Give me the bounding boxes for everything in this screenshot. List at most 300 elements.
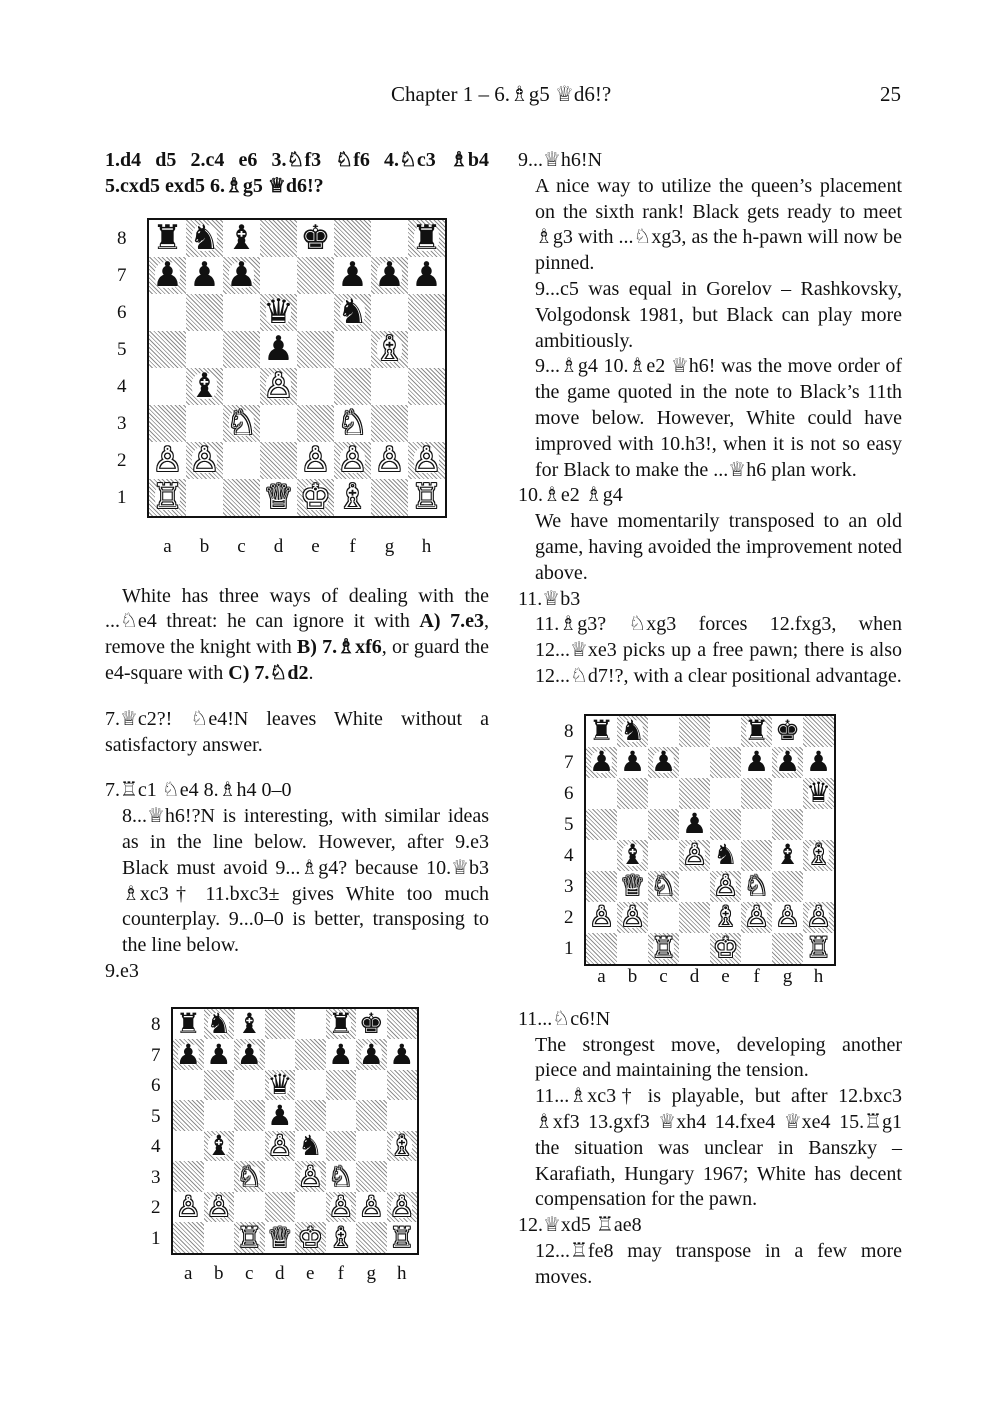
square-e8 <box>295 1009 326 1040</box>
square-b4 <box>186 368 223 405</box>
piece-black-p-icon: ♟ <box>236 1039 262 1070</box>
piece-black-b-icon: ♝ <box>189 367 220 405</box>
rank-label: 5 <box>151 1105 161 1127</box>
square-f1 <box>741 933 772 964</box>
square-d3 <box>679 871 710 902</box>
file-label: d <box>273 535 284 557</box>
piece-white-n-icon: ♘ <box>226 404 257 442</box>
square-h6 <box>408 294 445 331</box>
rank-label: 4 <box>564 845 574 867</box>
chess-board <box>147 218 447 518</box>
square-a8 <box>149 220 186 257</box>
piece-black-r-icon: ♜ <box>152 219 183 257</box>
piece-white-b-icon: ♗ <box>805 839 832 871</box>
square-e3 <box>710 871 741 902</box>
square-b8 <box>617 716 648 747</box>
square-e7 <box>710 747 741 778</box>
piece-black-p-icon: ♟ <box>774 746 801 778</box>
piece-black-p-icon: ♟ <box>226 256 257 294</box>
square-d7 <box>265 1039 296 1070</box>
piece-black-q-icon: ♛ <box>805 777 832 809</box>
chess-board <box>171 1007 419 1255</box>
file-label: f <box>337 1262 344 1284</box>
square-c4 <box>648 840 679 871</box>
square-a8 <box>173 1009 204 1040</box>
piece-white-r-icon: ♖ <box>411 478 442 516</box>
square-f1 <box>326 1222 357 1253</box>
square-a1 <box>173 1222 204 1253</box>
piece-black-p-icon: ♟ <box>411 256 442 294</box>
file-label: e <box>721 965 730 987</box>
square-d8 <box>265 1009 296 1040</box>
square-h4 <box>803 840 834 871</box>
piece-black-p-icon: ♟ <box>358 1039 384 1070</box>
piece-black-n-icon: ♞ <box>619 715 646 747</box>
note-12-rfe8: 12...♖fe8 may transpose in a few more moves. <box>535 1239 902 1288</box>
square-a3 <box>173 1161 204 1192</box>
square-g6 <box>371 294 408 331</box>
square-d5 <box>679 809 710 840</box>
square-h8 <box>387 1009 418 1040</box>
square-a3 <box>586 871 617 902</box>
piece-black-p-icon: ♟ <box>206 1039 232 1070</box>
square-d6 <box>265 1070 296 1101</box>
piece-white-p-icon: ♙ <box>712 870 739 902</box>
file-label: a <box>163 535 172 557</box>
square-e3 <box>295 1161 326 1192</box>
piece-black-k-icon: ♚ <box>300 219 331 257</box>
square-f5 <box>326 1100 357 1131</box>
running-header <box>0 80 1000 110</box>
file-label: d <box>689 965 700 987</box>
square-b5 <box>204 1100 235 1131</box>
square-c1 <box>223 479 260 516</box>
square-h3 <box>803 871 834 902</box>
square-d1 <box>265 1222 296 1253</box>
piece-white-r-icon: ♖ <box>389 1222 415 1253</box>
square-g1 <box>772 933 803 964</box>
piece-white-p-icon: ♙ <box>681 839 708 871</box>
square-c2 <box>223 442 260 479</box>
square-b4 <box>617 840 648 871</box>
square-e7 <box>297 257 334 294</box>
piece-white-n-icon: ♘ <box>236 1161 262 1192</box>
square-d2 <box>260 442 297 479</box>
rank-label: 4 <box>151 1136 161 1157</box>
square-g6 <box>356 1070 387 1101</box>
move-11-nc6: 11...♘c6!N <box>518 1007 611 1030</box>
square-e6 <box>710 778 741 809</box>
piece-white-b-icon: ♗ <box>374 330 405 368</box>
square-f7 <box>741 747 772 778</box>
file-label: a <box>597 965 606 987</box>
square-a7 <box>586 747 617 778</box>
square-e2 <box>295 1192 326 1223</box>
square-g2 <box>356 1192 387 1223</box>
piece-white-b-icon: ♗ <box>328 1222 354 1253</box>
square-d4 <box>679 840 710 871</box>
square-c6 <box>648 778 679 809</box>
rank-label: 6 <box>117 302 127 324</box>
piece-white-r-icon: ♖ <box>805 932 832 964</box>
piece-white-n-icon: ♘ <box>337 404 368 442</box>
square-b3 <box>617 871 648 902</box>
piece-white-k-icon: ♔ <box>300 478 331 516</box>
opening-moves-line-1: 1.d4 d5 2.c4 e6 3.♘f3 ♘f6 4.♘c3 ♗b4 <box>105 149 489 171</box>
square-h7 <box>408 257 445 294</box>
piece-black-p-icon: ♟ <box>681 808 708 840</box>
square-f8 <box>326 1009 357 1040</box>
piece-black-p-icon: ♟ <box>374 256 405 294</box>
square-e1 <box>710 933 741 964</box>
square-g6 <box>772 778 803 809</box>
piece-black-b-icon: ♝ <box>236 1008 262 1040</box>
square-g7 <box>371 257 408 294</box>
square-b5 <box>186 331 223 368</box>
square-b6 <box>617 778 648 809</box>
rank-label: 1 <box>151 1227 161 1249</box>
rank-label: 8 <box>564 721 574 743</box>
square-g1 <box>371 479 408 516</box>
rank-label: 3 <box>117 413 127 435</box>
piece-white-p-icon: ♙ <box>411 441 442 479</box>
rank-label: 5 <box>564 814 574 836</box>
chess-diagram-1 <box>105 218 489 566</box>
square-g5 <box>772 809 803 840</box>
square-g8 <box>356 1009 387 1040</box>
file-label: c <box>237 535 246 557</box>
square-a1 <box>586 933 617 964</box>
piece-black-r-icon: ♜ <box>588 715 615 747</box>
piece-white-r-icon: ♖ <box>152 478 183 516</box>
right-column <box>518 148 902 1291</box>
square-e1 <box>295 1222 326 1253</box>
piece-black-n-icon: ♞ <box>337 293 368 331</box>
note-11-bxc3: 11...♗xc3† is playable, but after 12.bxc3 ♗xf3 13.gxf3 ♕xh4 14.fxe4 ♕xe4 15.♖g1 the situation was unclear in Banszky – Karafiath, Hungary 1967; White has decent compensation for the pawn. <box>535 1085 902 1211</box>
opening-moves-line-2: 5.cxd5 exd5 6.♗g5 ♕d6!? <box>105 174 324 197</box>
piece-white-p-icon: ♙ <box>297 1161 323 1192</box>
square-f6 <box>741 778 772 809</box>
square-e8 <box>297 220 334 257</box>
square-c2 <box>648 902 679 933</box>
square-a4 <box>586 840 617 871</box>
file-label: b <box>214 1262 224 1284</box>
square-b4 <box>204 1131 235 1162</box>
square-h2 <box>387 1192 418 1223</box>
rank-label: 1 <box>564 938 574 960</box>
file-label: b <box>199 535 210 557</box>
square-c4 <box>223 368 260 405</box>
square-h8 <box>408 220 445 257</box>
square-h1 <box>387 1222 418 1253</box>
square-a1 <box>149 479 186 516</box>
square-b6 <box>186 294 223 331</box>
variation-a: A) 7.e3 <box>419 610 484 633</box>
square-f3 <box>334 405 371 442</box>
piece-white-p-icon: ♙ <box>358 1191 384 1223</box>
file-label: g <box>384 535 395 557</box>
rank-label: 1 <box>117 487 127 509</box>
piece-black-p-icon: ♟ <box>619 746 646 778</box>
square-d4 <box>260 368 297 405</box>
piece-black-q-icon: ♛ <box>263 293 294 331</box>
square-d1 <box>679 933 710 964</box>
square-d2 <box>679 902 710 933</box>
square-b7 <box>204 1039 235 1070</box>
square-d6 <box>260 294 297 331</box>
piece-white-p-icon: ♙ <box>805 901 832 933</box>
square-d6 <box>679 778 710 809</box>
square-h5 <box>387 1100 418 1131</box>
rank-label: 6 <box>151 1075 161 1096</box>
rank-label: 8 <box>117 228 127 250</box>
piece-black-b-icon: ♝ <box>206 1130 232 1162</box>
square-f7 <box>334 257 371 294</box>
square-f6 <box>326 1070 357 1101</box>
square-a2 <box>173 1192 204 1223</box>
square-g4 <box>356 1131 387 1162</box>
paragraph-three-ways <box>105 584 489 687</box>
note-9-bg4: 9...♗g4 10.♗e2 ♕h6! was the move order of the game quoted in the note to Black’s 11th move below. However, White could have improved with 10.h3!, when it is not so easy for Black to make the ...♕h6 plan work. <box>535 355 902 481</box>
piece-black-n-icon: ♞ <box>189 219 220 257</box>
square-e5 <box>710 809 741 840</box>
file-label: c <box>245 1262 254 1284</box>
piece-white-q-icon: ♕ <box>263 478 294 516</box>
square-e5 <box>297 331 334 368</box>
square-h7 <box>387 1039 418 1070</box>
square-b8 <box>186 220 223 257</box>
square-c3 <box>223 405 260 442</box>
square-c5 <box>234 1100 265 1131</box>
square-f7 <box>326 1039 357 1070</box>
square-g3 <box>371 405 408 442</box>
square-c8 <box>223 220 260 257</box>
square-f2 <box>741 902 772 933</box>
move-10-be2: 10.♗e2 ♗g4 <box>518 484 623 507</box>
square-h7 <box>803 747 834 778</box>
square-d3 <box>260 405 297 442</box>
move-9-qh6: 9...♕h6!N <box>518 149 603 171</box>
square-c4 <box>234 1131 265 1162</box>
square-f2 <box>334 442 371 479</box>
square-f4 <box>741 840 772 871</box>
piece-white-q-icon: ♕ <box>267 1222 293 1253</box>
note-9-c5: 9...c5 was equal in Gorelov – Rashkovsky, Volgodonsk 1981, but Black can play more ambitiously. <box>535 277 902 352</box>
square-h4 <box>387 1131 418 1162</box>
square-c6 <box>223 294 260 331</box>
square-h5 <box>408 331 445 368</box>
piece-black-n-icon: ♞ <box>206 1008 232 1040</box>
piece-black-r-icon: ♜ <box>328 1008 354 1040</box>
square-g1 <box>356 1222 387 1253</box>
square-e4 <box>295 1131 326 1162</box>
square-e7 <box>295 1039 326 1070</box>
square-b3 <box>204 1161 235 1192</box>
square-h2 <box>803 902 834 933</box>
square-c8 <box>648 716 679 747</box>
square-h4 <box>408 368 445 405</box>
square-f4 <box>334 368 371 405</box>
square-a4 <box>173 1131 204 1162</box>
piece-black-b-icon: ♝ <box>226 219 257 257</box>
file-label: f <box>349 535 356 557</box>
piece-black-n-icon: ♞ <box>297 1130 323 1162</box>
square-g7 <box>772 747 803 778</box>
rank-label: 7 <box>564 752 574 774</box>
file-label: c <box>659 965 668 987</box>
square-g5 <box>356 1100 387 1131</box>
square-c5 <box>223 331 260 368</box>
square-b1 <box>204 1222 235 1253</box>
square-h1 <box>408 479 445 516</box>
page-number: 25 <box>880 82 901 106</box>
square-g3 <box>356 1161 387 1192</box>
piece-white-b-icon: ♗ <box>389 1130 415 1162</box>
square-c5 <box>648 809 679 840</box>
chess-diagram-2 <box>105 1007 489 1317</box>
square-f5 <box>741 809 772 840</box>
square-d4 <box>265 1131 296 1162</box>
square-a7 <box>149 257 186 294</box>
rank-label: 5 <box>117 339 127 361</box>
piece-black-p-icon: ♟ <box>328 1039 354 1070</box>
piece-white-p-icon: ♙ <box>588 901 615 933</box>
piece-black-k-icon: ♚ <box>774 715 801 747</box>
piece-white-p-icon: ♙ <box>774 901 801 933</box>
piece-black-p-icon: ♟ <box>650 746 677 778</box>
variation-b: B) 7.♗xf6 <box>296 636 382 659</box>
note-transposed: We have momentarily transposed to an old game, having avoided the improvement noted above. <box>535 510 902 584</box>
rank-label: 4 <box>117 376 127 398</box>
move-7-rc1: 7.♖c1 ♘e4 8.♗h4 0–0 <box>105 779 292 802</box>
file-label: a <box>184 1262 193 1284</box>
note-queen-placement: A nice way to utilize the queen’s placement on the sixth rank! Black gets ready to meet ♗g3 with ...♘xg3, as the h-pawn will now be pinned. <box>535 174 902 275</box>
square-c3 <box>234 1161 265 1192</box>
square-f3 <box>741 871 772 902</box>
piece-white-p-icon: ♙ <box>300 441 331 479</box>
piece-white-r-icon: ♖ <box>236 1222 262 1253</box>
square-d2 <box>265 1192 296 1223</box>
piece-white-n-icon: ♘ <box>650 870 677 902</box>
square-c7 <box>648 747 679 778</box>
square-a3 <box>149 405 186 442</box>
chapter-title: Chapter 1 – 6.♗g5 ♕d6!? <box>391 82 612 106</box>
variation-c: C) 7.♘d2 <box>228 661 309 684</box>
file-label: b <box>627 965 638 987</box>
move-9-e3: 9.e3 <box>105 959 139 982</box>
file-label: d <box>275 1262 285 1284</box>
piece-white-p-icon: ♙ <box>337 441 368 479</box>
rank-label: 3 <box>151 1166 161 1188</box>
piece-white-p-icon: ♙ <box>189 441 220 479</box>
square-c6 <box>234 1070 265 1101</box>
square-e1 <box>297 479 334 516</box>
square-b2 <box>617 902 648 933</box>
square-g4 <box>371 368 408 405</box>
piece-black-b-icon: ♝ <box>774 839 801 871</box>
square-b2 <box>204 1192 235 1223</box>
square-h5 <box>803 809 834 840</box>
square-b6 <box>204 1070 235 1101</box>
rank-label: 2 <box>151 1197 161 1218</box>
square-e2 <box>710 902 741 933</box>
piece-white-n-icon: ♘ <box>743 870 770 902</box>
rank-label: 2 <box>564 907 574 929</box>
piece-white-b-icon: ♗ <box>337 478 368 516</box>
square-d1 <box>260 479 297 516</box>
file-label: f <box>753 965 760 987</box>
square-b2 <box>186 442 223 479</box>
piece-white-p-icon: ♙ <box>389 1191 415 1223</box>
square-f4 <box>326 1131 357 1162</box>
square-e4 <box>297 368 334 405</box>
piece-black-p-icon: ♟ <box>263 330 294 368</box>
piece-black-p-icon: ♟ <box>743 746 770 778</box>
piece-black-b-icon: ♝ <box>619 839 646 871</box>
text-span: . <box>308 661 314 684</box>
text-span: , or guard the e4-square with <box>105 636 489 684</box>
text-span: White has three ways of dealing with the ...♘e4 threat: he can ignore it with <box>105 584 489 633</box>
rank-label: 8 <box>151 1014 161 1035</box>
piece-white-k-icon: ♔ <box>297 1222 323 1253</box>
square-a6 <box>586 778 617 809</box>
file-label: h <box>397 1262 407 1284</box>
piece-white-p-icon: ♙ <box>267 1130 293 1162</box>
piece-black-p-icon: ♟ <box>267 1100 293 1131</box>
square-c7 <box>223 257 260 294</box>
square-a5 <box>586 809 617 840</box>
square-h1 <box>803 933 834 964</box>
square-h3 <box>387 1161 418 1192</box>
piece-white-p-icon: ♙ <box>619 901 646 933</box>
file-label: e <box>306 1262 315 1284</box>
piece-white-r-icon: ♖ <box>650 932 677 964</box>
file-label: g <box>366 1262 376 1284</box>
piece-black-r-icon: ♜ <box>411 219 442 257</box>
piece-black-r-icon: ♜ <box>743 715 770 747</box>
square-e8 <box>710 716 741 747</box>
square-a4 <box>149 368 186 405</box>
piece-white-p-icon: ♙ <box>152 441 183 479</box>
piece-white-k-icon: ♔ <box>712 932 739 964</box>
chess-board <box>584 714 836 966</box>
square-e6 <box>295 1070 326 1101</box>
square-f6 <box>334 294 371 331</box>
square-e5 <box>295 1100 326 1131</box>
square-h3 <box>408 405 445 442</box>
square-a6 <box>149 294 186 331</box>
rank-label: 3 <box>564 876 574 898</box>
square-c1 <box>234 1222 265 1253</box>
square-a8 <box>586 716 617 747</box>
square-a5 <box>173 1100 204 1131</box>
move-11-qb3: 11.♕b3 <box>518 587 581 610</box>
piece-black-q-icon: ♛ <box>267 1069 293 1101</box>
left-column <box>105 148 489 1317</box>
square-d8 <box>679 716 710 747</box>
square-h6 <box>387 1070 418 1101</box>
piece-black-k-icon: ♚ <box>358 1008 384 1040</box>
square-f8 <box>741 716 772 747</box>
paragraph-7-qc2: 7.♕c2?! ♘e4!N leaves White without a satisfactory answer. <box>105 707 489 756</box>
piece-black-p-icon: ♟ <box>337 256 368 294</box>
square-g2 <box>772 902 803 933</box>
square-e4 <box>710 840 741 871</box>
square-c1 <box>648 933 679 964</box>
piece-black-r-icon: ♜ <box>175 1008 201 1040</box>
square-b1 <box>186 479 223 516</box>
piece-white-q-icon: ♕ <box>619 870 646 902</box>
